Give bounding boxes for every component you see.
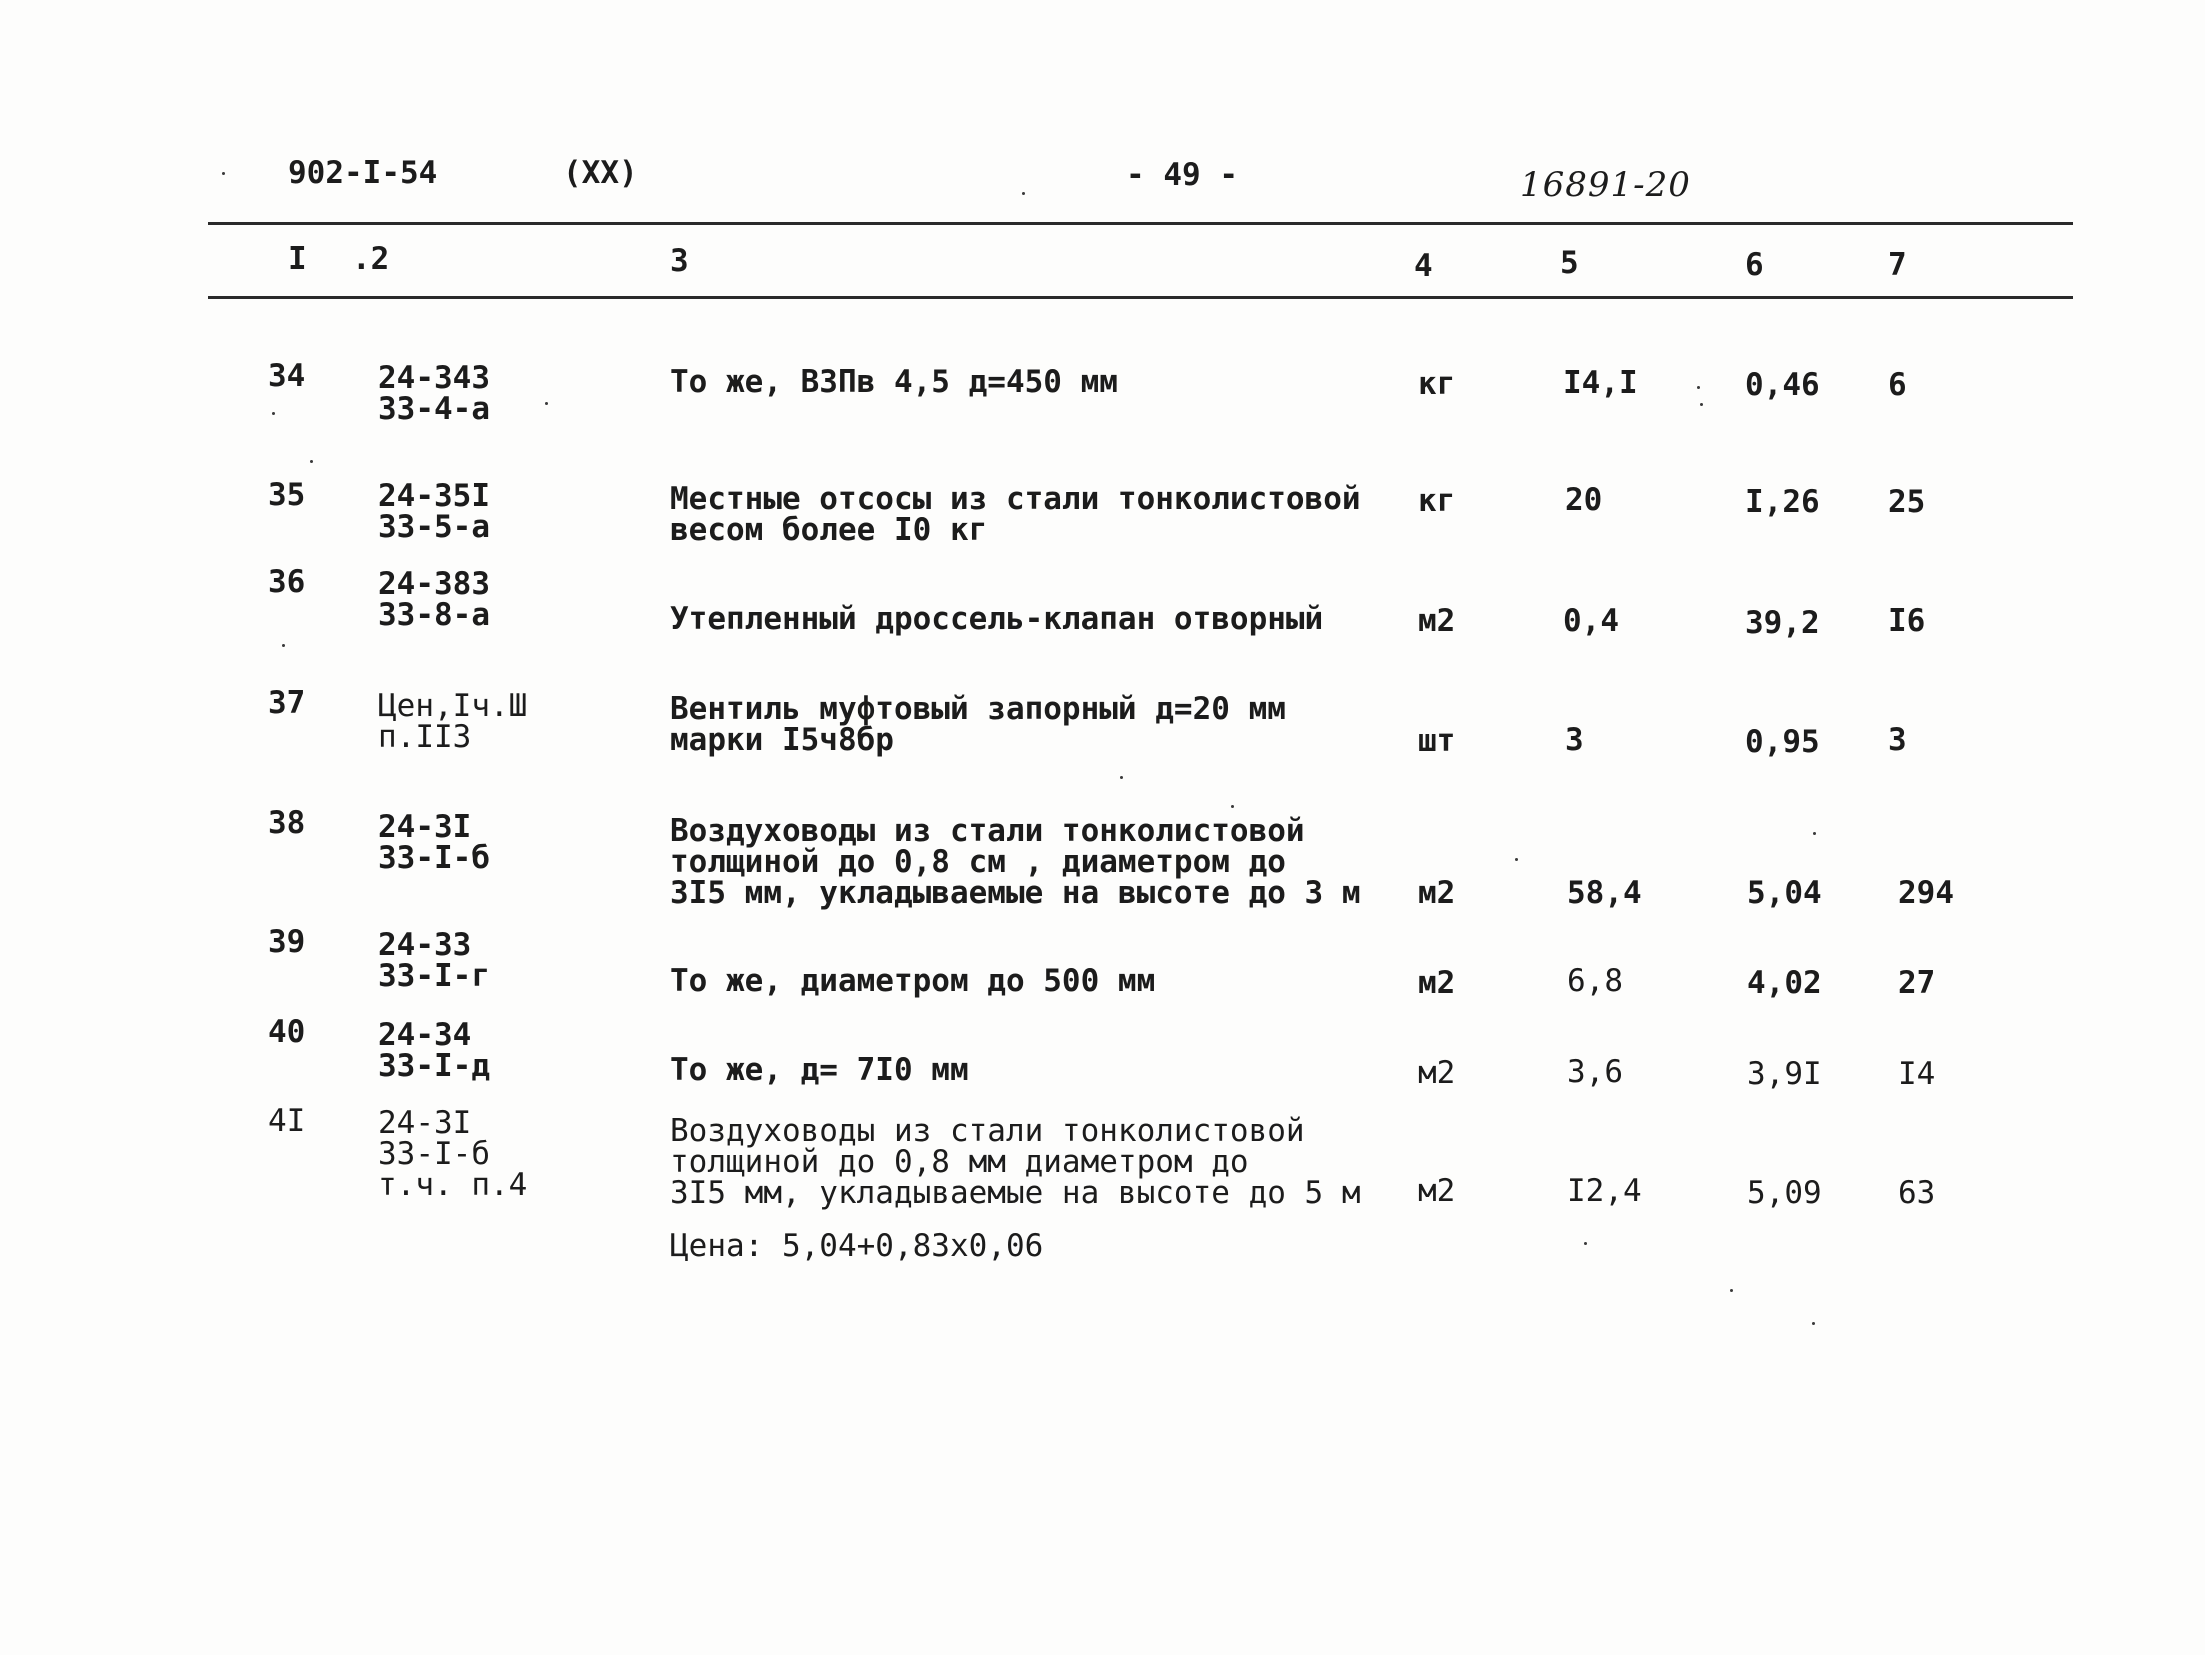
row-code bbox=[378, 478, 490, 545]
row-number: 39 bbox=[268, 924, 306, 960]
row-number: 4I bbox=[268, 1103, 306, 1139]
col-header-1: I bbox=[288, 241, 307, 277]
row-total: 3 bbox=[1888, 722, 1907, 758]
scan-speck bbox=[1231, 805, 1234, 808]
row-quantity: 3 bbox=[1565, 722, 1584, 758]
row-unit: шт bbox=[1418, 723, 1456, 759]
code-line: 33-4-а bbox=[378, 391, 490, 427]
row-description bbox=[670, 481, 1361, 548]
row-quantity: 0,4 bbox=[1563, 603, 1619, 639]
code-line: т.ч. п.4 bbox=[378, 1167, 528, 1203]
scan-speck bbox=[1022, 192, 1025, 195]
row-unit: м2 bbox=[1418, 1055, 1456, 1091]
row-number: 37 bbox=[268, 685, 306, 721]
code-line: 24-343 bbox=[378, 360, 490, 396]
code-line: 33-I-б bbox=[378, 1136, 490, 1172]
row-description bbox=[670, 1052, 969, 1088]
scan-speck bbox=[1584, 1242, 1587, 1245]
row-price: 0,46 bbox=[1745, 367, 1820, 403]
row-unit: м2 bbox=[1418, 603, 1456, 639]
doc-code: 902-I-54 bbox=[288, 155, 438, 191]
row-unit: м2 bbox=[1418, 965, 1456, 1001]
row-price: I,26 bbox=[1745, 484, 1820, 520]
row-total: 27 bbox=[1898, 965, 1936, 1001]
row-unit: кг bbox=[1418, 366, 1456, 402]
row-description bbox=[670, 963, 1156, 999]
scan-speck bbox=[1697, 386, 1700, 389]
code-line: 33-8-а bbox=[378, 597, 490, 633]
row-unit: кг bbox=[1418, 483, 1456, 519]
scan-speck bbox=[1700, 403, 1703, 406]
row-price: 5,09 bbox=[1747, 1175, 1822, 1211]
description-line: толщиной до 0,8 см , диаметром до bbox=[670, 844, 1286, 880]
description-line: Местные отсосы из стали тонколистовой bbox=[670, 481, 1361, 517]
archive-stamp: 16891-20 bbox=[1520, 165, 1691, 205]
scan-speck bbox=[1730, 1289, 1733, 1292]
row-code bbox=[378, 1105, 528, 1203]
row-description bbox=[670, 813, 1361, 911]
row-quantity: 3,6 bbox=[1567, 1054, 1623, 1090]
scan-speck bbox=[310, 460, 313, 463]
description-line: Утепленный дроссель-клапан отворный bbox=[670, 601, 1324, 637]
code-line: 33-I-г bbox=[378, 958, 490, 994]
scan-speck bbox=[1812, 1322, 1815, 1325]
description-line: То же, д= 7I0 мм bbox=[670, 1052, 969, 1088]
row-price: 5,04 bbox=[1747, 875, 1822, 911]
row-quantity: I4,I bbox=[1563, 365, 1638, 401]
code-line: 24-3I bbox=[378, 809, 472, 845]
row-unit: м2 bbox=[1418, 875, 1456, 911]
row-total: 294 bbox=[1898, 875, 1954, 911]
code-line: 24-383 bbox=[378, 566, 490, 602]
row-description bbox=[670, 1113, 1361, 1211]
description-line: Вентиль муфтовый запорный д=20 мм bbox=[670, 691, 1286, 727]
row-code bbox=[378, 566, 490, 633]
code-line: 33-I-д bbox=[378, 1048, 490, 1084]
row-quantity: I2,4 bbox=[1567, 1173, 1642, 1209]
row-price: 39,2 bbox=[1745, 605, 1820, 641]
row-total: 63 bbox=[1898, 1175, 1936, 1211]
col-header-5: 5 bbox=[1560, 245, 1579, 281]
row-price: 4,02 bbox=[1747, 965, 1822, 1001]
row-total: I6 bbox=[1888, 603, 1926, 639]
description-line: 3I5 мм, укладываемые на высоте до 3 м bbox=[670, 875, 1361, 911]
description-line: То же, ВЗПв 4,5 д=450 мм bbox=[670, 364, 1118, 400]
row-code bbox=[378, 360, 490, 427]
row-description bbox=[670, 691, 1286, 758]
row-total: 25 bbox=[1888, 484, 1926, 520]
description-line: Воздуховоды из стали тонколистовой bbox=[670, 1113, 1305, 1149]
col-header-6: 6 bbox=[1745, 247, 1764, 283]
row-price: 0,95 bbox=[1745, 724, 1820, 760]
row-total: I4 bbox=[1898, 1056, 1936, 1092]
header-rule-top bbox=[208, 222, 2073, 225]
code-line: п.II3 bbox=[378, 719, 472, 755]
row-total: 6 bbox=[1888, 367, 1907, 403]
row-number: 40 bbox=[268, 1014, 306, 1050]
scan-speck bbox=[1120, 776, 1123, 779]
code-line: Цен,Iч.Ш bbox=[378, 688, 528, 724]
scan-speck bbox=[1515, 858, 1518, 861]
code-line: 24-3I bbox=[378, 1105, 472, 1141]
description-line: марки I5ч8бр bbox=[670, 722, 894, 758]
header-rule-bottom bbox=[208, 296, 2073, 299]
scan-speck bbox=[1813, 832, 1816, 835]
description-line: То же, диаметром до 500 мм bbox=[670, 963, 1156, 999]
row-code bbox=[378, 927, 490, 994]
code-line: 33-I-б bbox=[378, 840, 490, 876]
description-line: весом более I0 кг bbox=[670, 512, 988, 548]
row-quantity: 20 bbox=[1565, 482, 1603, 518]
code-line: 24-35I bbox=[378, 478, 490, 514]
row-description bbox=[670, 364, 1118, 400]
code-line: 33-5-а bbox=[378, 509, 490, 545]
scan-speck bbox=[222, 172, 225, 175]
col-header-3: 3 bbox=[670, 243, 689, 279]
row-description bbox=[670, 601, 1324, 637]
row-quantity: 6,8 bbox=[1567, 963, 1623, 999]
row-code bbox=[378, 688, 528, 755]
row-price: 3,9I bbox=[1747, 1056, 1822, 1092]
price-note: Цена: 5,04+0,83х0,06 bbox=[670, 1228, 1044, 1264]
description-line: 3I5 мм, укладываемые на высоте до 5 м bbox=[670, 1175, 1361, 1211]
row-number: 38 bbox=[268, 805, 306, 841]
code-line: 24-33 bbox=[378, 927, 472, 963]
scan-speck bbox=[282, 644, 285, 647]
scan-speck bbox=[545, 402, 548, 405]
row-number: 34 bbox=[268, 358, 306, 394]
row-number: 35 bbox=[268, 477, 306, 513]
description-line: Воздуховоды из стали тонколистовой bbox=[670, 813, 1305, 849]
row-code bbox=[378, 1017, 490, 1084]
row-number: 36 bbox=[268, 564, 306, 600]
col-header-7: 7 bbox=[1888, 247, 1907, 283]
row-unit: м2 bbox=[1418, 1173, 1456, 1209]
scan-speck bbox=[272, 412, 275, 415]
page-number: - 49 - bbox=[1126, 157, 1238, 193]
col-header-4: 4 bbox=[1414, 248, 1433, 284]
code-line: 24-34 bbox=[378, 1017, 472, 1053]
row-quantity: 58,4 bbox=[1567, 875, 1642, 911]
section-label: (XX) bbox=[563, 155, 638, 191]
description-line: толщиной до 0,8 мм диаметром до bbox=[670, 1144, 1249, 1180]
col-header-2: .2 bbox=[352, 241, 390, 277]
row-code bbox=[378, 809, 490, 876]
